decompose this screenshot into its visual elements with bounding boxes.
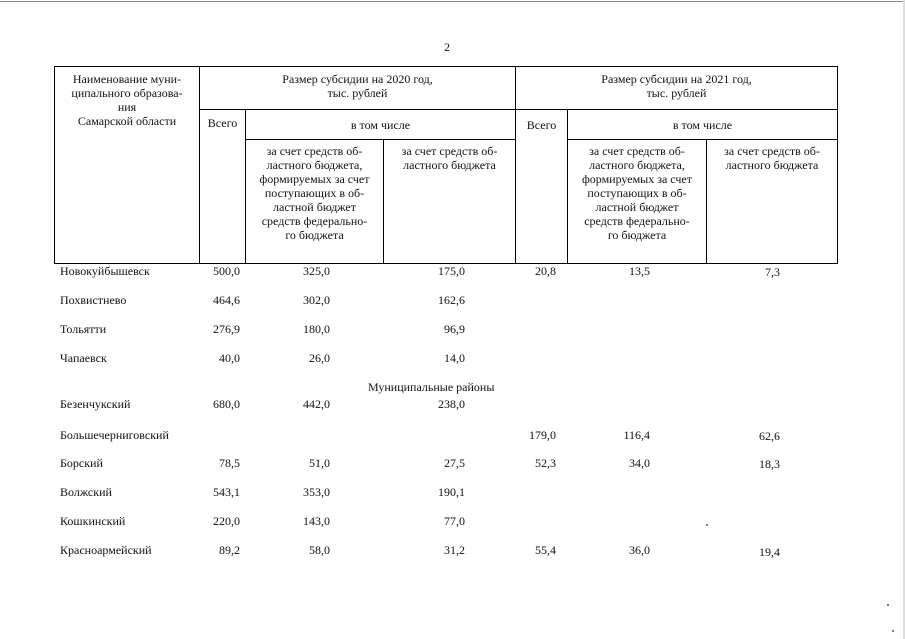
header-federal-2021: за счет средств об- ластного бюджета, формируемых за счет поступающих в об- ластной бюджет средств федерально- го бюджета bbox=[581, 144, 693, 242]
divider-including-2020 bbox=[245, 139, 515, 140]
regional-2020: 96,9 bbox=[444, 322, 465, 336]
table-row bbox=[0, 513, 905, 529]
federal-2020: 51,0 bbox=[309, 456, 330, 470]
total-2021: 20,8 bbox=[535, 264, 556, 278]
federal-2021: 13,5 bbox=[629, 264, 650, 278]
regional-2021: 7,3 bbox=[765, 265, 780, 279]
regional-2020: 162,6 bbox=[438, 293, 465, 307]
regional-2020: 238,0 bbox=[438, 397, 465, 411]
row-name: Борский bbox=[60, 456, 103, 470]
total-2020: 40,0 bbox=[219, 351, 240, 365]
federal-2021: 116,4 bbox=[623, 428, 650, 442]
table-row bbox=[0, 427, 905, 443]
scan-speck bbox=[887, 604, 889, 606]
scan-speck bbox=[892, 630, 894, 632]
total-2020: 680,0 bbox=[213, 397, 240, 411]
federal-2020: 143,0 bbox=[303, 514, 330, 528]
total-2020: 500,0 bbox=[213, 264, 240, 278]
table-row bbox=[0, 321, 905, 337]
header-regional-2021: за счет средств об- ластного бюджета bbox=[724, 144, 820, 172]
row-name: Новокуйбышевск bbox=[60, 264, 150, 278]
total-2020: 89,2 bbox=[219, 543, 240, 557]
header-regional-2020: за счет средств об- ластного бюджета bbox=[401, 144, 498, 172]
regional-2021: 18,3 bbox=[759, 457, 780, 471]
federal-2020: 26,0 bbox=[309, 351, 330, 365]
federal-2020: 180,0 bbox=[303, 322, 330, 336]
regional-2020: 14,0 bbox=[444, 351, 465, 365]
table-row bbox=[0, 292, 905, 308]
table-header bbox=[54, 66, 838, 264]
row-name: Волжский bbox=[60, 485, 112, 499]
divider-year-row bbox=[199, 109, 838, 110]
regional-2020: 77,0 bbox=[444, 514, 465, 528]
border-top bbox=[54, 66, 838, 67]
row-name: Похвистнево bbox=[60, 293, 127, 307]
section-title: Муниципальные районы bbox=[368, 380, 495, 394]
regional-2020: 31,2 bbox=[444, 543, 465, 557]
header-total-2021: Всего bbox=[526, 118, 557, 132]
table-row bbox=[0, 396, 905, 412]
total-2020: 464,6 bbox=[213, 293, 240, 307]
row-name: Кошкинский bbox=[60, 514, 126, 528]
total-2020: 276,9 bbox=[213, 322, 240, 336]
table-row bbox=[0, 542, 905, 558]
total-2020: 220,0 bbox=[213, 514, 240, 528]
table-row bbox=[0, 484, 905, 500]
federal-2020: 58,0 bbox=[309, 543, 330, 557]
federal-2020: 442,0 bbox=[303, 397, 330, 411]
border-left bbox=[54, 66, 55, 264]
row-name: Безенчукский bbox=[60, 397, 131, 411]
row-name: Тольятти bbox=[60, 322, 107, 336]
header-year-2021: Размер субсидии на 2021 год, тыс. рублей bbox=[601, 72, 752, 100]
header-year-2020: Размер субсидии на 2020 год, тыс. рублей bbox=[282, 72, 433, 100]
regional-2021: 62,6 bbox=[759, 429, 780, 443]
total-2020: 543,1 bbox=[213, 485, 240, 499]
table-row bbox=[0, 455, 905, 471]
federal-2020: 302,0 bbox=[303, 293, 330, 307]
federal-2020: 325,0 bbox=[303, 264, 330, 278]
header-total-2020: Всего bbox=[207, 116, 238, 130]
divider-including-2021 bbox=[567, 139, 837, 140]
federal-2021: 34,0 bbox=[629, 456, 650, 470]
table-row bbox=[0, 263, 905, 279]
scan-top-edge bbox=[0, 1, 905, 2]
row-name: Красноармейский bbox=[60, 543, 152, 557]
regional-2020: 175,0 bbox=[438, 264, 465, 278]
regional-2020: 190,1 bbox=[438, 485, 465, 499]
total-2020: 78,5 bbox=[219, 456, 240, 470]
header-including-2021: в том числе bbox=[672, 118, 733, 132]
header-name-col: Наименование муни- ципального образова- ния Самарской области bbox=[71, 72, 183, 128]
federal-2020: 353,0 bbox=[303, 485, 330, 499]
header-federal-2020: за счет средств об- ластного бюджета, формируемых за счет поступающих в об- ластной бюджет средств федерально- го бюджета bbox=[259, 144, 370, 242]
regional-2020: 27,5 bbox=[444, 456, 465, 470]
total-2021: 52,3 bbox=[535, 456, 556, 470]
border-right bbox=[837, 66, 838, 264]
regional-2021: 19,4 bbox=[759, 545, 780, 559]
federal-2021: 36,0 bbox=[629, 543, 650, 557]
scan-speck bbox=[706, 524, 708, 526]
row-name: Чапаевск bbox=[60, 351, 107, 365]
header-including-2020: в том числе bbox=[350, 118, 411, 132]
total-2021: 179,0 bbox=[529, 428, 556, 442]
total-2021: 55,4 bbox=[535, 543, 556, 557]
page-number: 2 bbox=[444, 40, 450, 54]
table-row bbox=[0, 350, 905, 366]
row-name: Большечерниговский bbox=[60, 428, 169, 442]
